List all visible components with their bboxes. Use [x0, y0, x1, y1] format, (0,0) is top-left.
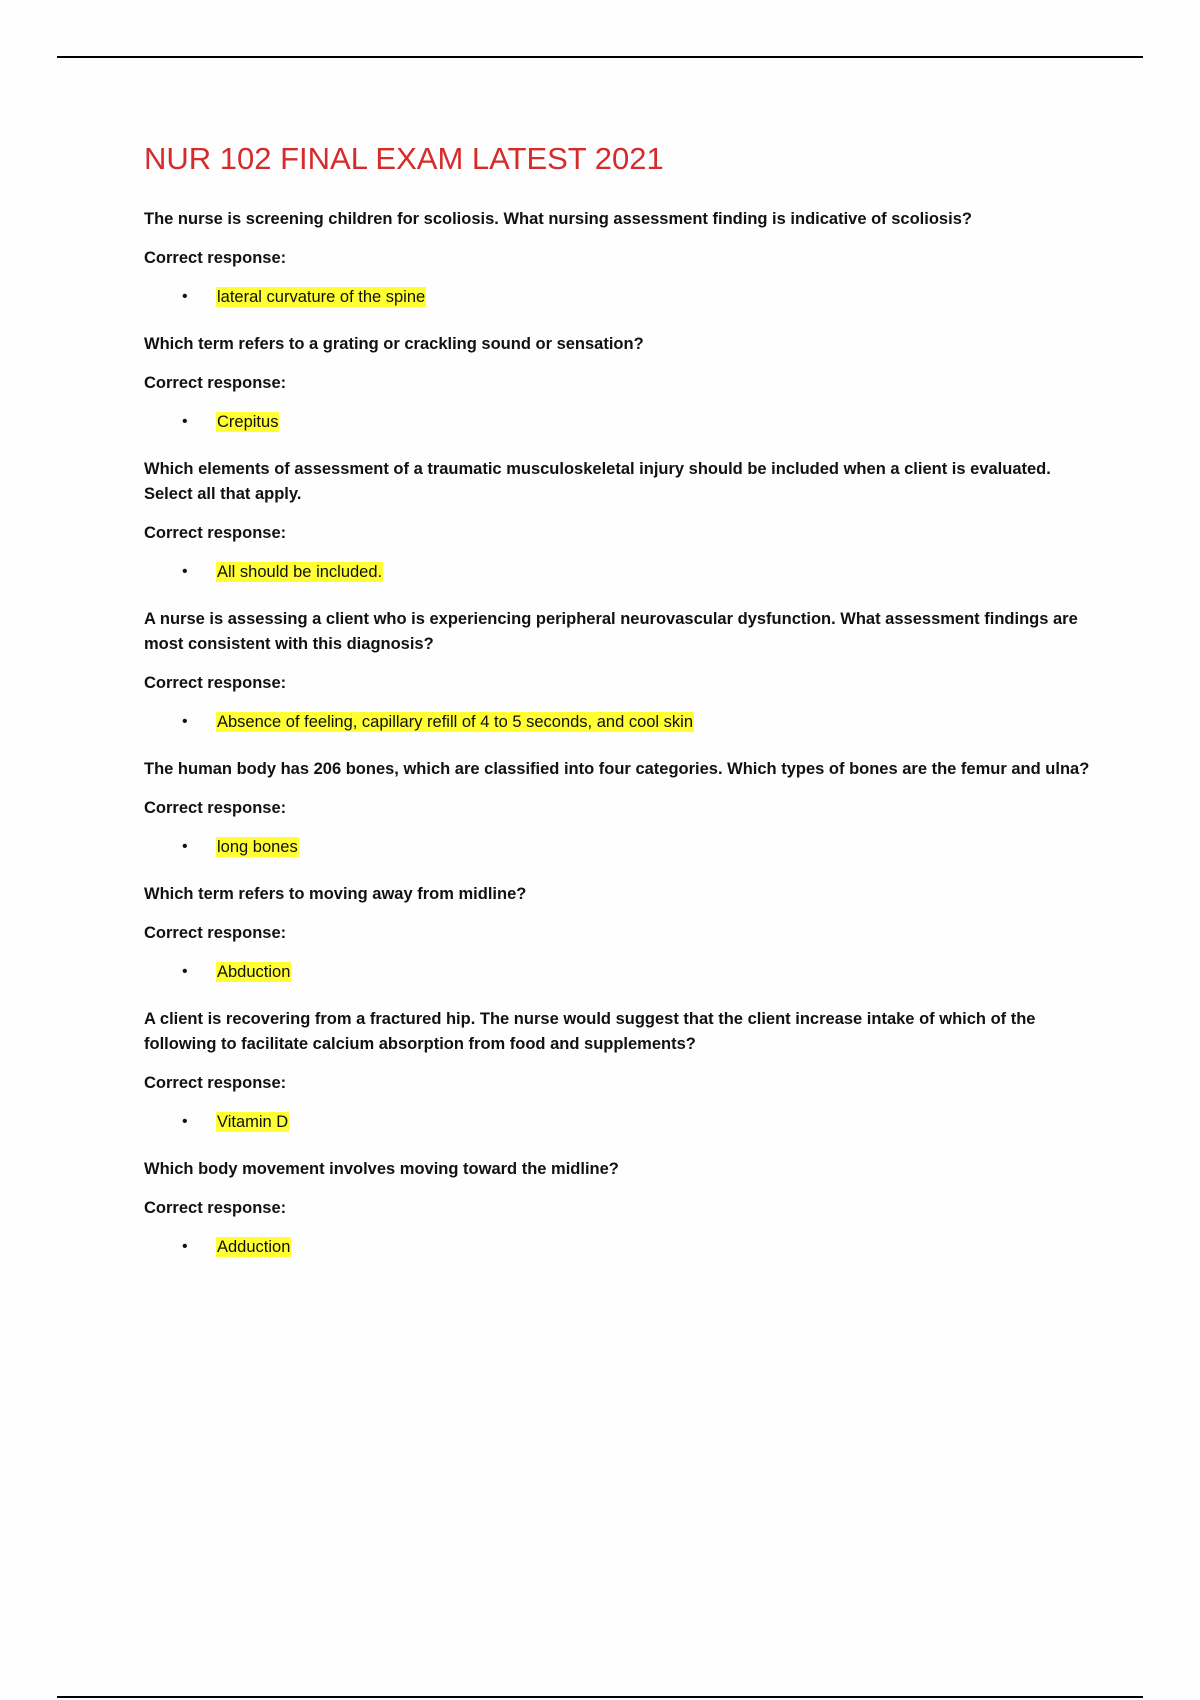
- highlighted-answer: Vitamin D: [217, 1113, 289, 1132]
- document-content: [144, 140, 1094, 1282]
- qa-item-1: [144, 207, 1094, 310]
- bullet-icon: •: [182, 1113, 188, 1131]
- response-label: Correct response:: [144, 674, 287, 693]
- question-text: The nurse is screening children for scoliosis. What nursing assessment finding is indicative of scoliosis?: [144, 210, 972, 229]
- answer-item: [144, 959, 1094, 985]
- bullet-icon: •: [182, 413, 188, 431]
- bullet-icon: •: [182, 563, 188, 581]
- answer-list: [144, 1234, 1094, 1260]
- question-text: A nurse is assessing a client who is experiencing peripheral neurovascular dysfunction. What assessment findings are most consistent with this diagnosis?: [144, 610, 1078, 654]
- qa-item-4: [144, 607, 1094, 735]
- answer-item: [144, 1109, 1094, 1135]
- answer-list: [144, 284, 1094, 310]
- qa-item-3: [144, 457, 1094, 585]
- highlighted-answer: Absence of feeling, capillary refill of 4 to 5 seconds, and cool skin: [217, 713, 694, 732]
- response-label: Correct response:: [144, 924, 287, 943]
- highlighted-answer: lateral curvature of the spine: [217, 288, 426, 307]
- highlighted-answer: long bones: [217, 838, 298, 857]
- answer-item: [144, 409, 1094, 435]
- response-label: Correct response:: [144, 374, 287, 393]
- answer-item: [144, 709, 1094, 735]
- highlighted-answer: All should be included.: [217, 563, 383, 582]
- qa-item-7: [144, 1007, 1094, 1135]
- question-text: Which body movement involves moving toward the midline?: [144, 1160, 619, 1179]
- question-text: Which elements of assessment of a traumatic musculoskeletal injury should be included when a client is evaluated. Select all that apply.: [144, 460, 1051, 504]
- question-text: Which term refers to moving away from midline?: [144, 885, 527, 904]
- answer-list: [144, 709, 1094, 735]
- answer-item: [144, 1234, 1094, 1260]
- response-label: Correct response:: [144, 799, 287, 818]
- response-label: Correct response:: [144, 1199, 287, 1218]
- qa-item-5: [144, 757, 1094, 860]
- bullet-icon: •: [182, 288, 188, 306]
- bullet-icon: •: [182, 838, 188, 856]
- response-label: Correct response:: [144, 249, 287, 268]
- bullet-icon: •: [182, 1238, 188, 1256]
- answer-list: [144, 559, 1094, 585]
- answer-item: [144, 834, 1094, 860]
- question-text: A client is recovering from a fractured hip. The nurse would suggest that the client increase intake of which of the following to facilitate calcium absorption from food and supplements?: [144, 1010, 1036, 1054]
- question-text: Which term refers to a grating or crackling sound or sensation?: [144, 335, 644, 354]
- qa-item-2: [144, 332, 1094, 435]
- qa-item-8: [144, 1157, 1094, 1260]
- highlighted-answer: Adduction: [217, 1238, 291, 1257]
- highlighted-answer: Crepitus: [217, 413, 279, 432]
- header-rule: [57, 56, 1143, 58]
- response-label: Correct response:: [144, 1074, 287, 1093]
- answer-list: [144, 1109, 1094, 1135]
- answer-list: [144, 834, 1094, 860]
- qa-item-6: [144, 882, 1094, 985]
- answer-list: [144, 959, 1094, 985]
- document-title: NUR 102 FINAL EXAM LATEST 2021: [144, 141, 664, 176]
- answer-item: [144, 559, 1094, 585]
- answer-item: [144, 284, 1094, 310]
- answer-list: [144, 409, 1094, 435]
- highlighted-answer: Abduction: [217, 963, 291, 982]
- footer-rule: [57, 1696, 1143, 1698]
- bullet-icon: •: [182, 713, 188, 731]
- bullet-icon: •: [182, 963, 188, 981]
- response-label: Correct response:: [144, 524, 287, 543]
- question-text: The human body has 206 bones, which are classified into four categories. Which types of bones are the femur and ulna?: [144, 760, 1090, 779]
